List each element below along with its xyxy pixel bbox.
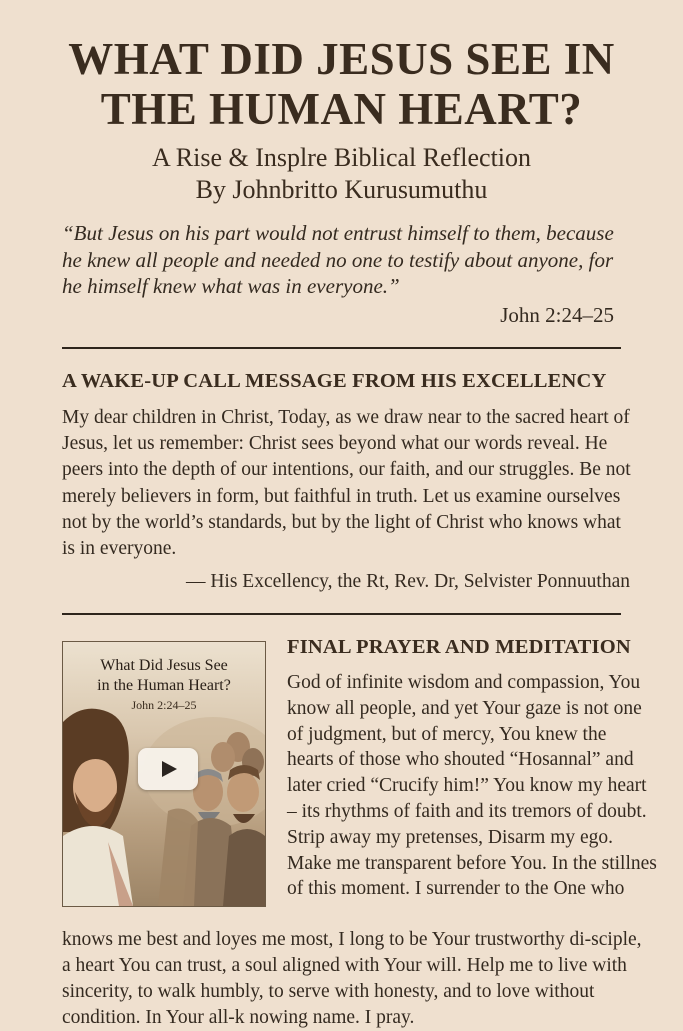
video-reference: John 2:24–25 bbox=[131, 698, 197, 712]
author-byline: By Johnbritto Kurusumuthu bbox=[195, 175, 488, 204]
video-title-line: in the Human Heart? bbox=[97, 677, 231, 694]
divider bbox=[62, 347, 621, 349]
scripture-quote: “But Jesus on his part would not entrust himself to them, because he knew all people and needed no one to testify about anyone, for he himself knew what was in everyone.” bbox=[62, 221, 614, 298]
page-title: WHAT DID JESUS SEE IN THE HUMAN HEART? bbox=[68, 34, 615, 134]
subtitle-line: A Rise & Insplre Biblical Reflection bbox=[151, 143, 532, 172]
scripture-reference: John 2:24–25 bbox=[500, 303, 614, 327]
play-icon[interactable] bbox=[138, 748, 198, 790]
prayer-heading: FINAL PRAYER AND MEDITATION bbox=[287, 636, 631, 658]
wake-up-message: My dear children in Christ, Today, as we draw near to the sacred heart of Jesus, let us remember: Christ sees beyond what our words reveal. He peers into the depth of our intentions, our faith, and our struggles. Be not merely believers in form, but faithful in truth. Let us examine ourselves not by the world’s standards, but by the light of Christ who knows what is in everyone. bbox=[62, 407, 631, 560]
message-attribution: — His Excellency, the Rt, Rev. Dr, Selvister Ponnuuthan bbox=[185, 571, 630, 592]
divider bbox=[62, 613, 621, 615]
subtitle bbox=[20, 142, 663, 206]
video-thumbnail[interactable] bbox=[62, 641, 266, 907]
prayer-text-continued: knows me best and loyes me most, I long to be Your trustworthy di-sciple, a heart You can trust, a soul aligned with Your will. Help me to live with sincerity, to walk humbly, to serve with honesty, and to love without condition. In Your all-k nowing name. I pray. bbox=[62, 929, 642, 1028]
prayer-text: God of infinite wisdom and compassion, You know all people, and yet Your gaze is not one of judgment, but of mercy, You knew the hearts of those who shouted “Hosannal” and later cried “Crucify him!” You know my heart – its rhythms of faith and its tremors of doubt. Strip away my pretenses, Disarm my ego. Make me transparent before You. In the stillnes of this moment. I surrender to the One who bbox=[287, 672, 657, 900]
wake-up-heading: A WAKE-UP CALL MESSAGE FROM HIS EXCELLENCY bbox=[62, 370, 607, 392]
video-title-line: What Did Jesus See bbox=[100, 657, 228, 674]
video-title bbox=[67, 656, 261, 696]
